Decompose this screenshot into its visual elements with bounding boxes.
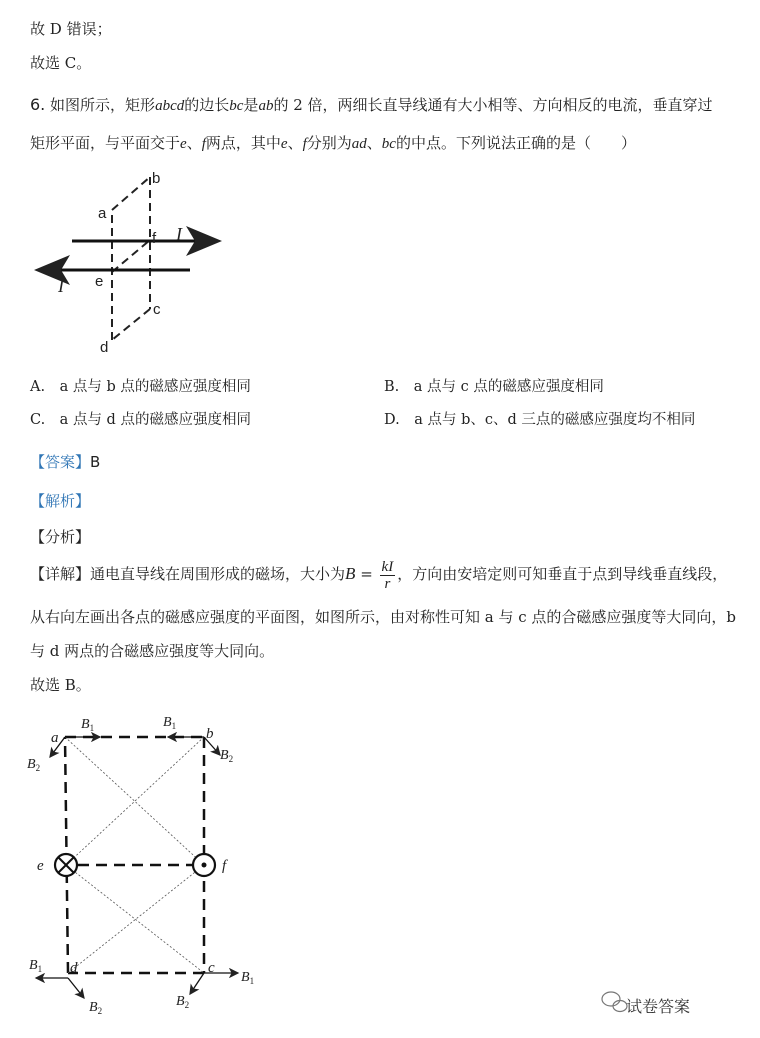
fig2-b-B2: $B_2$ xyxy=(220,748,234,764)
fig2-label-c: c xyxy=(208,960,215,976)
q1-bc: bc xyxy=(229,98,244,114)
text-choose-c: 故选 C。 xyxy=(30,54,92,72)
fig2-label-a: a xyxy=(51,730,59,746)
q2-sep3: 、 xyxy=(366,134,382,152)
vec-d-B2 xyxy=(68,978,84,998)
fig2-d-B1: $B_1$ xyxy=(29,958,43,974)
q1-ab: ab xyxy=(258,98,274,114)
diag-b-e xyxy=(66,737,204,865)
q2-bc: bc xyxy=(381,136,396,152)
q2-f2: f xyxy=(302,136,307,152)
fig2-label-e: e xyxy=(37,858,44,874)
question-line-1 xyxy=(30,95,713,116)
edge-ab xyxy=(112,177,150,210)
answer-label: 【答案】 xyxy=(30,453,91,471)
q2-ad: ad xyxy=(351,136,367,152)
detail-label: 【详解】 xyxy=(30,565,91,583)
fig2-label-d: d xyxy=(70,960,78,976)
fig1-label-I-top: I xyxy=(176,224,182,244)
detail-line-1 xyxy=(30,558,727,590)
text-d-wrong: 故 D 错误； xyxy=(30,20,112,38)
q2-part-d: 的中点。下列说法正确的是（ ） xyxy=(395,134,636,152)
question-line-2 xyxy=(30,133,636,154)
q2-f: f xyxy=(201,136,206,152)
edge-ef xyxy=(112,240,150,272)
formula-numerator: kI xyxy=(381,558,394,575)
fig2-d-B2: $B_2$ xyxy=(89,1000,103,1016)
fig2-a-B2: $B_2$ xyxy=(27,757,41,773)
answer-value: B xyxy=(90,453,101,471)
q2-e: e xyxy=(180,136,187,152)
detail-line-2: 从右向左画出各点的磁感应强度的平面图，如图所示，由对称性可知 a 与 c 点的合磁感应强度等大同向，b xyxy=(30,608,737,626)
fenxi-label: 【分析】 xyxy=(30,528,91,546)
vec-a-B2 xyxy=(50,737,65,757)
watermark-text: 试卷答案 xyxy=(626,997,691,1016)
q1-part-d: 的 2 倍，两细长直导线通有大小相等、方向相反的电流，垂直穿过 xyxy=(273,96,713,114)
q1-part-c: 是 xyxy=(243,96,259,114)
q2-part-c: 分别为 xyxy=(306,134,352,152)
rect-left xyxy=(65,737,68,973)
wire-f-out-of-page-icon xyxy=(193,854,215,876)
formula-eq: = xyxy=(355,565,378,583)
fig1-label-a: a xyxy=(98,205,107,222)
q2-part-b: 两点，其中 xyxy=(205,134,281,152)
fig1-label-f: f xyxy=(152,230,157,247)
option-b: B. a 点与 c 点的磁感应强度相同 xyxy=(384,379,604,395)
wechat-logo-icon xyxy=(602,992,627,1012)
detail-1b: ，方向由安培定则可知垂直于点到导线垂直线段， xyxy=(397,565,728,583)
diag-a-f xyxy=(65,737,204,865)
fig1-label-I-bottom: I xyxy=(58,276,64,296)
q1-part-a: 如图所示，矩形 xyxy=(50,96,156,114)
vec-c-B2 xyxy=(190,973,204,994)
text-choose-b: 故选 B。 xyxy=(30,676,91,694)
option-d: D. a 点与 b、c、d 三点的磁感应强度均不相同 xyxy=(384,412,696,428)
vec-b-B2 xyxy=(204,737,220,755)
q1-abcd: abcd xyxy=(155,98,185,114)
fig1-label-e: e xyxy=(95,273,104,290)
analysis-label: 【解析】 xyxy=(30,492,91,510)
q2-e2: e xyxy=(280,136,288,152)
fig2-a-B1: $B_1$ xyxy=(81,717,95,733)
fig1-label-b: b xyxy=(152,170,161,187)
fig2-c-B2: $B_2$ xyxy=(176,994,190,1010)
option-a: A. a 点与 b 点的磁感应强度相同 xyxy=(30,379,251,395)
fig2-label-b: b xyxy=(206,726,214,742)
q2-sep: 、 xyxy=(186,134,202,152)
fig1-label-d: d xyxy=(100,339,109,356)
detail-1a: 通电直导线在周围形成的磁场，大小为 xyxy=(90,565,346,583)
q2-sep2: 、 xyxy=(287,134,303,152)
wire-e-into-page-icon xyxy=(55,854,77,876)
diag-e-c xyxy=(66,865,204,973)
q1-part-b: 的边长 xyxy=(184,96,230,114)
edge-cd xyxy=(112,309,150,340)
fig2-b-B1: $B_1$ xyxy=(163,715,177,731)
diag-f-d xyxy=(68,865,204,973)
option-c: C. a 点与 d 点的磁感应强度相同 xyxy=(30,412,251,428)
formula-denominator: r xyxy=(384,575,391,592)
formula-fraction xyxy=(380,559,396,592)
formula-B: B xyxy=(345,564,356,583)
fig2-c-B1: $B_1$ xyxy=(241,970,255,986)
fig2-label-f: f xyxy=(222,858,227,874)
fig1-label-c: c xyxy=(153,301,161,318)
answer-line xyxy=(30,452,100,472)
detail-line-3: 与 d 两点的合磁感应强度等大同向。 xyxy=(30,642,275,660)
question-number: 6. xyxy=(30,95,46,114)
q2-part-a: 矩形平面，与平面交于 xyxy=(30,134,181,152)
